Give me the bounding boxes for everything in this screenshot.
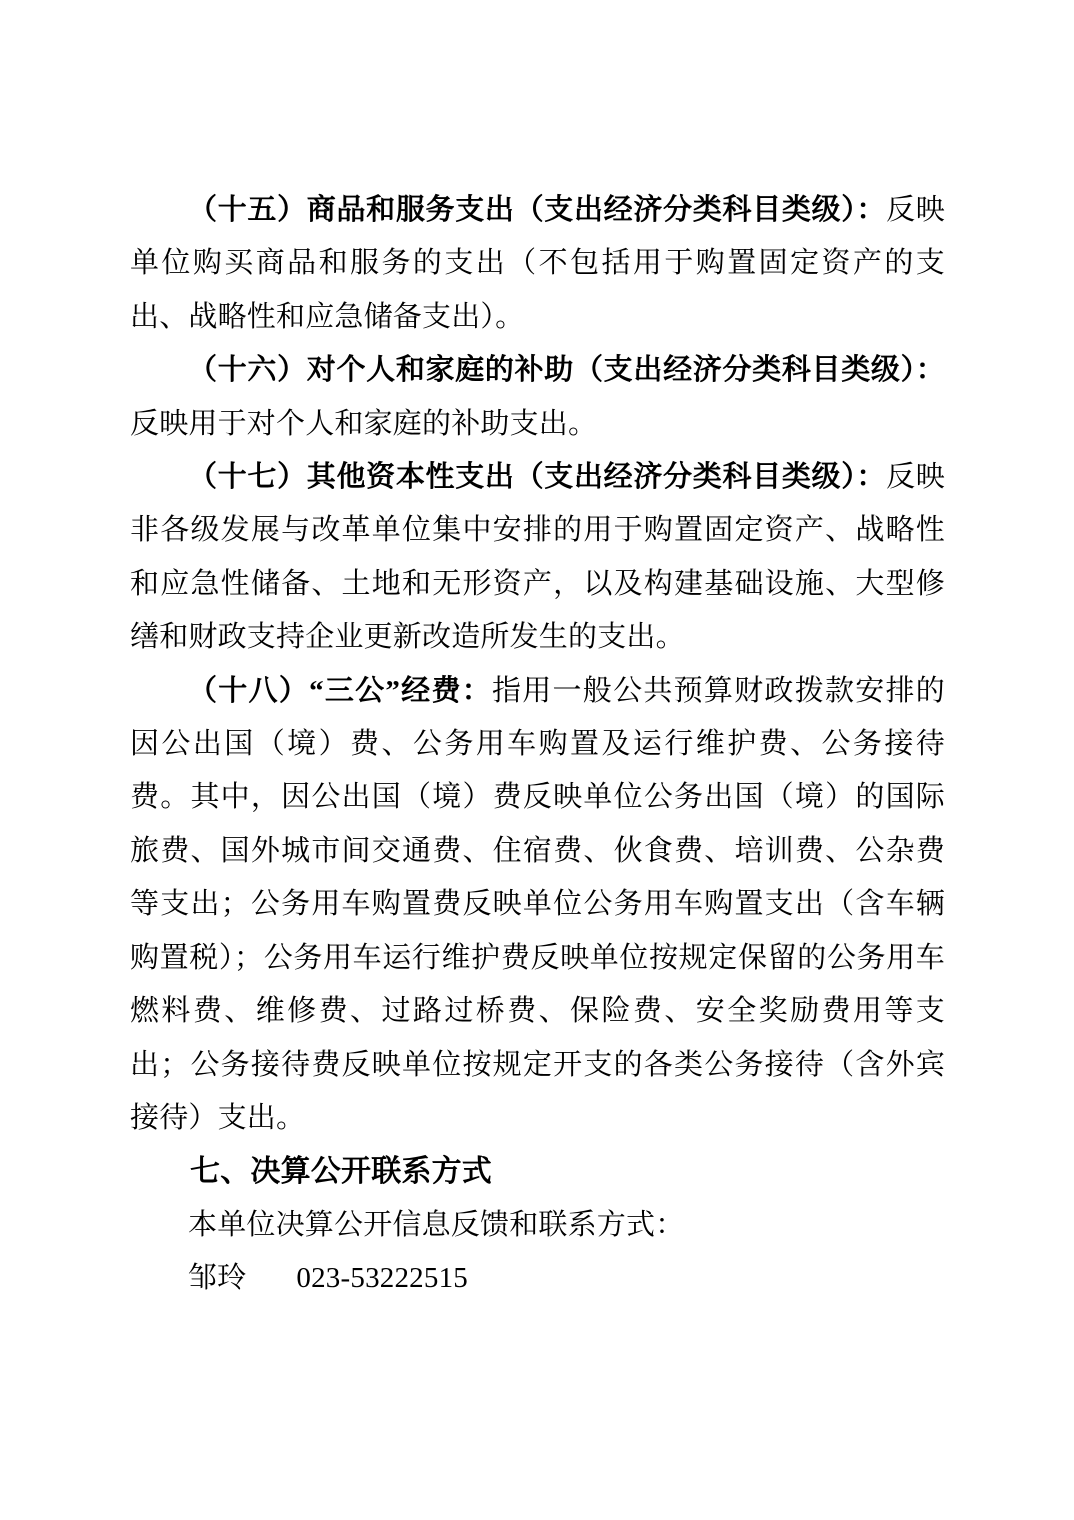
paragraph-body: 反映非各级发展与改革单位集中安排的用于购置固定资产、战略性和应急性储备、土地和无形资产，以及构建基础设施、大型修缮和财政支持企业更新改造所发生的支出。: [130, 461, 945, 654]
section-heading: 七、决算公开联系方式: [190, 1155, 492, 1189]
definition-paragraph-16: [130, 344, 945, 451]
paragraph-body: 反映用于对个人和家庭的补助支出。: [130, 407, 598, 440]
document-text-block: [130, 184, 945, 1306]
definition-paragraph-17: [130, 451, 945, 665]
paragraph-lead: （十八）“三公”经费：: [188, 674, 492, 707]
paragraph-lead: （十五）商品和服务支出（支出经济分类科目类级）：: [188, 194, 887, 226]
contact-intro: 本单位决算公开信息反馈和联系方式：: [188, 1208, 685, 1241]
paragraph-body: 反映单位购买商品和服务的支出（不包括用于购置固定资产的支出、战略性和应急储备支出）。: [130, 194, 945, 333]
paragraph-lead: （十六）对个人和家庭的补助（支出经济分类科目类级）：: [188, 354, 945, 387]
definition-paragraph-18: [130, 665, 945, 1146]
paragraph-body: 指用一般公共预算财政拨款安排的因公出国（境）费、公务用车购置及运行维护费、公务接待费。其中，因公出国（境）费反映单位公务出国（境）的国际旅费、国外城市间交通费、住宿费、伙食费、培训费、公杂费等支出；公务用车购置费反映单位公务用车购置支出（含车辆购置税）；公务用车运行维护费反映单位按规定保留的公务用车燃料费、维修费、过路过桥费、保险费、安全奖励费用等支出；公务接待费反映单位按规定开支的各类公务接待（含外宾接待）支出。: [130, 674, 945, 1134]
contact-line: [130, 1252, 945, 1305]
definition-paragraph-15: [130, 184, 945, 344]
contact-phone: 023-53222515: [296, 1262, 468, 1295]
contact-name: 邹玲: [188, 1262, 247, 1295]
paragraph-lead: （十七）其他资本性支出（支出经济分类科目类级）：: [188, 461, 887, 494]
